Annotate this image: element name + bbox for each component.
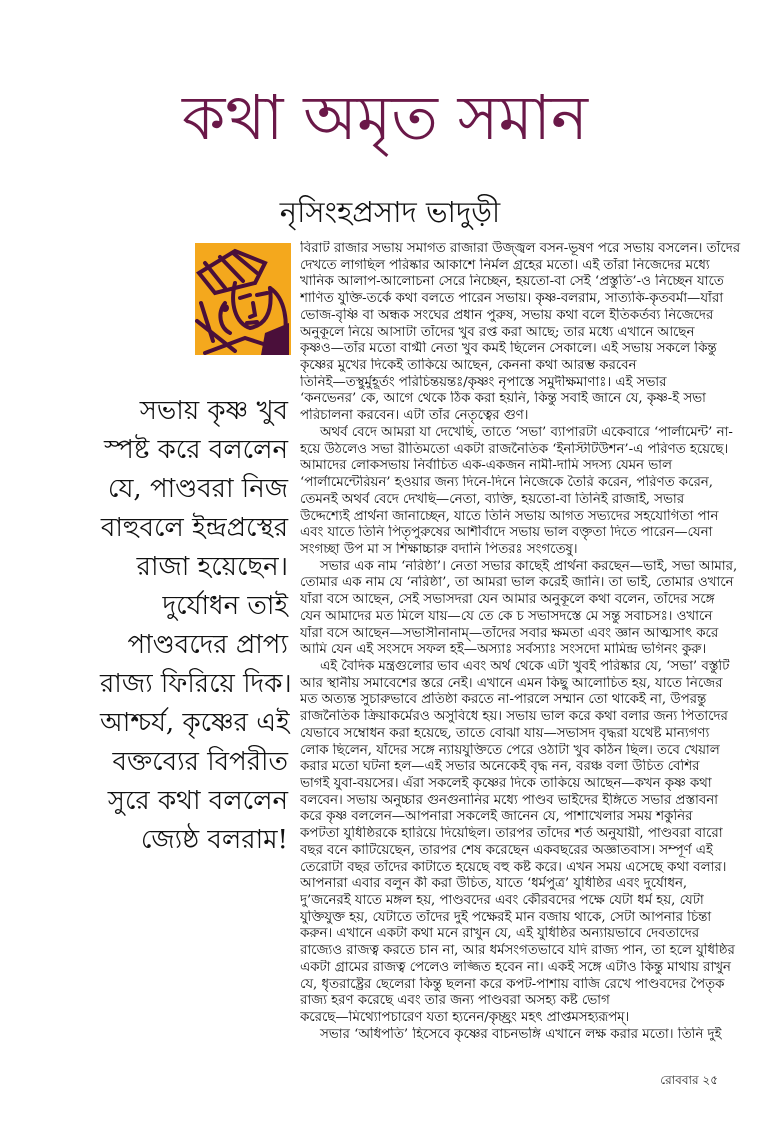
body-line: এবং যাতে তিনি পিতৃপুরুষের আশীর্বাদে সভায় ভাল বক্তৃতা দিতে পারেন—যেনা	[300, 525, 713, 541]
article-title: কথা অমৃত সমান	[182, 81, 588, 154]
pull-quote-line: জ্যেষ্ঠ বলরাম!	[140, 825, 288, 855]
body-line: রাজ্য হরণ করেছে এবং তার জন্য পাণ্ডবরা অসহ্য কষ্ট ভোগ	[300, 993, 610, 1009]
body-line: কপটতা যুধিষ্ঠিরকে হারিয়ে দিয়েছিল। তারপর তাঁদের শর্ত অনুযায়ী, পাণ্ডবরা বারো	[300, 826, 723, 842]
body-line: যুক্তিযুক্ত হয়, যেটাতে তাঁদের দুই পক্ষেরই মান বজায় থাকে, সেটা আপনার চিন্তা	[300, 909, 712, 925]
body-line: মত অত্যন্ত সুচারুভাবে প্রতিষ্ঠা করতে না-পারলে সম্মান তো থাকেই না, উপরন্তু	[300, 692, 707, 708]
body-line: বলবেন। সভায় অনুচ্চার গুনগুনানির মধ্যে পাণ্ডব ভাইদের ইঙ্গিতে সভার প্রস্তাবনা	[300, 792, 718, 808]
pull-quote-line: সভায় কৃষ্ণ খুব	[139, 396, 288, 426]
body-line: ‘কনভেনর’ কে, আগে থেকে ঠিক করা হয়নি, কিন্তু সবাই জানে যে, কৃষ্ণ-ই সভা	[300, 391, 706, 407]
body-line: ভাগই যুবা-বয়সের। এঁরা সকলেই কৃষ্ণের দিকে তাকিয়ে আছেন—কখন কৃষ্ণ কথা	[300, 776, 712, 791]
body-line: যে, ধৃতরাষ্ট্রের ছেলেরা কিন্তু ছলনা করে কপট-পাশায় বাজি রেখে পাণ্ডবদের পৈতৃক	[300, 976, 725, 992]
body-line: রাজনৈতিক ক্রিয়াকর্মেরও অসুবিধে হয়। সভায় ভাল করে কথা বলার জন্য পিতাদের	[300, 709, 728, 725]
body-line: করার মতো ঘটনা হল—এই সভার অনেকেই বৃদ্ধ নন, বরঞ্চ বলা উচিত বেশির	[300, 759, 700, 775]
body-line: লোক ছিলেন, যাঁদের সঙ্গে ন্যায়যুক্তিতে পেরে ওঠাটা খুব কঠিন ছিল। তবে খেয়াল	[300, 742, 720, 758]
body-line: ভোজ-বৃষ্ণি বা অন্ধক সংঘের প্রধান পুরুষ, সভায় কথা বলে ইতিকর্তব্য নিজেদের	[300, 307, 714, 323]
pull-quote-line: দুর্যোধন তাই	[162, 591, 288, 621]
body-line: যাঁরা বসে আছেন, সেই সভাসদরা যেন আমার অনুকূলে কথা বলেন, তাঁদের সঙ্গে	[300, 592, 715, 608]
pull-quote	[100, 392, 292, 860]
body-line: আমাদের লোকসভায় নির্বাচিত এক-একজন নামী-দামি সদস্য যেমন ভাল	[300, 458, 672, 474]
body-line: অথর্ব বেদে আমরা যা দেখেছি, তাতে ‘সভা’ ব্যাপারটা একেবারে ‘পার্লামেন্ট’ না-	[320, 424, 733, 440]
body-line: কৃষ্ণও—তাঁর মতো বাগ্মী নেতা খুব কমই ছিলেন সেকালে। এই সভায় সকলে কিন্তু	[300, 341, 717, 357]
body-line: করুন। এখানে একটা কথা মনে রাখুন যে, এই যুধিষ্ঠির অন্যায়ভাবে দেবতাদের	[300, 926, 700, 942]
article-author: নৃসিংহপ্রসাদ ভাদুড়ী	[279, 195, 501, 229]
body-line: আপনারা এবার বলুন কী করা উচিত, যাতে ‘ধর্মপুত্র’ যুধিষ্ঠির এবং দুর্যোধন,	[300, 876, 688, 892]
body-line: এই বৈদিক মন্ত্রগুলোর ভাব এবং অর্থ থেকে এটা খুবই পরিষ্কার যে, ‘সভা’ বস্তুটি	[320, 658, 730, 674]
body-line: যেন আমাদের মত মিলে যায়—যে তে কে চ সভাসদস্তে মে সন্তু সবাচসঃ। ওখানে	[300, 608, 713, 624]
pull-quote-line: আশ্চর্য, কৃষ্ণের এই	[100, 708, 290, 738]
pull-quote-line: পাণ্ডবদের প্রাপ্য	[127, 630, 288, 660]
body-line: সভার ‘অধিপতি’ হিসেবে কৃষ্ণের বাচনভঙ্গি এখানে লক্ষ করার মতো। তিনি দুই	[320, 1026, 722, 1042]
body-line: তিনিই—তস্থুর্মুহূর্তং পরিচিন্তয়ন্তঃ/কৃষ্ণং নৃপাস্তে সমুদীক্ষমাণাঃ। এই সভার	[300, 374, 667, 390]
body-line: হয়ে উঠলেও সভা রীতিমতো একটা রাজনৈতিক ‘ইনস্টিটিউশন’-এ পরিণত হয়েছে।	[300, 441, 729, 457]
pull-quote-line: বক্তব্যের বিপরীত	[112, 747, 288, 777]
pull-quote-line: যে, পাণ্ডবরা নিজ	[107, 474, 288, 504]
body-line: শাণিত যুক্তি-তর্কে কথা বলতে পারেন সভায়। কৃষ্ণ-বলরাম, সাত্যকি-কৃতবর্মা—যাঁরা	[300, 291, 724, 307]
body-line: খানিক আলাপ-আলোচনা সেরে নিচ্ছেন, হয়তো-বা সেই ‘প্রস্তুতি’-ও নিচ্ছেন যাতে	[300, 274, 724, 290]
body-line: দু’জনেরই যাতে মঙ্গল হয়, পাণ্ডবদের এবং কৌরবদের পক্ষে যেটা ধর্ম হয়, যেটা	[300, 893, 704, 909]
body-line: বছর বনে কাটিয়েছেন, তারপর শেষ করেছেন একবছরের অজ্ঞাতবাস। সম্পূর্ণ এই	[300, 842, 713, 858]
article-body	[300, 241, 752, 1044]
body-line: অনুকূলে নিয়ে আসাটা তাঁদের খুব রপ্ত করা আছে; তার মধ্যে এখানে আছেন	[300, 324, 695, 340]
body-line: যাঁরা বসে আছেন—সভাসীনানাম্—তাঁদের সবার ক্ষমতা এবং জ্ঞান আত্মসাৎ করে	[300, 625, 719, 641]
body-line: ‘পার্লামেন্টেরিয়ন’ হওয়ার জন্য দিনে-দিনে নিজেকে তৈরি করেন, পরিণত করেন,	[300, 475, 713, 491]
pull-quote-line: সুরে কথা বললেন	[107, 786, 288, 816]
body-line: করেছে—মিথ্যোপচারেণ যতা হ্যনেন/কৃচ্ছ্রং মহৎ প্রাপ্তমসহ্যরূপম্।	[300, 1010, 630, 1026]
body-line: তেমনই অথর্ব বেদে দেখছি—নেতা, ব্যক্তি, হয়তো-বা তিনিই রাজাই, সভার	[300, 491, 685, 507]
body-line: আমি যেন এই সংসদে সফল হই—অস্যাঃ সর্বস্যাঃ সংসদো মামিন্দ্র ভগিনং কুরু।	[300, 642, 707, 658]
body-line: সংগচ্ছা উপ মা স শিক্ষাচ্চারু বদানি পিতরঃ সংগতেষু।	[300, 541, 578, 557]
body-line: কৃষ্ণের মুখের দিকেই তাকিয়ে আছেন, কেননা কথা আরম্ভ করবেন	[300, 358, 637, 374]
body-line: পরিচালনা করবেন। এটা তাঁর নেতৃত্বের গুণ।	[300, 408, 529, 424]
body-line: যেভাবে সম্বোধন করা হয়েছে, তাতে বোঝা যায়—সভাসদ বৃদ্ধরা যথেষ্ট মান্যগণ্য	[300, 725, 710, 741]
body-line: বিরাট রাজার সভায় সমাগত রাজারা উজ্জ্বল বসন-ভূষণ পরে সভায় বসলেন। তাঁদের	[300, 241, 741, 256]
pull-quote-line: রাজ্য ফিরিয়ে দিক।	[100, 669, 292, 699]
pull-quote-line: বাহুবলে ইন্দ্রপ্রস্থের	[100, 513, 288, 543]
body-line: দেখতে লাগছিল পরিষ্কার আকাশে নির্মল গ্রহের মতো। এই তাঁরা নিজেদের মধ্যে	[300, 257, 710, 273]
body-line: সভার এক নাম ‘নরিষ্ঠা’। নেতা সভার কাছেই প্রার্থনা করছেন—ভাই, সভা আমার,	[320, 558, 738, 574]
body-line: তোমার এক নাম যে ‘নরিষ্ঠা’, তা আমরা ভাল করেই জানি। তা ভাই, তোমার ওখানে	[300, 575, 734, 591]
body-line: করে কৃষ্ণ বললেন—আপনারা সকলেই জানেন যে, পাশাখেলার সময় শকুনির	[300, 809, 693, 825]
body-line: আর স্থানীয় সমাবেশের স্তরে নেই। এখানে এমন কিছু আলোচিত হয়, যাতে নিজের	[300, 675, 723, 691]
pull-quote-line: স্পষ্ট করে বললেন	[103, 435, 288, 465]
page-footer: রোববার ২৫	[660, 1073, 718, 1087]
body-line: তেরোটা বছর তাঁদের কাটাতে হয়েছে বহু কষ্ট করে। এখন সময় এসেছে কথা বলার।	[300, 859, 727, 875]
body-line: রাজ্যেও রাজত্ব করতে চান না, আর ধর্মসংগতভাবে যদি রাজ্য পান, তা হলে যুধিষ্ঠির	[300, 943, 735, 959]
krishna-illustration	[195, 243, 291, 355]
pull-quote-line: রাজা হয়েছেন।	[136, 552, 288, 582]
body-line: একটা গ্রামের রাজত্ব পেলেও লজ্জিত হবেন না। একই সঙ্গে এটাও কিন্তু মাথায় রাখুন	[300, 959, 731, 975]
body-line: উদ্দেশ্যেই প্রার্থনা জানাচ্ছেন, যাতে তিনি সভায় আগত সভ্যদের সহযোগিতা পান	[300, 508, 719, 524]
